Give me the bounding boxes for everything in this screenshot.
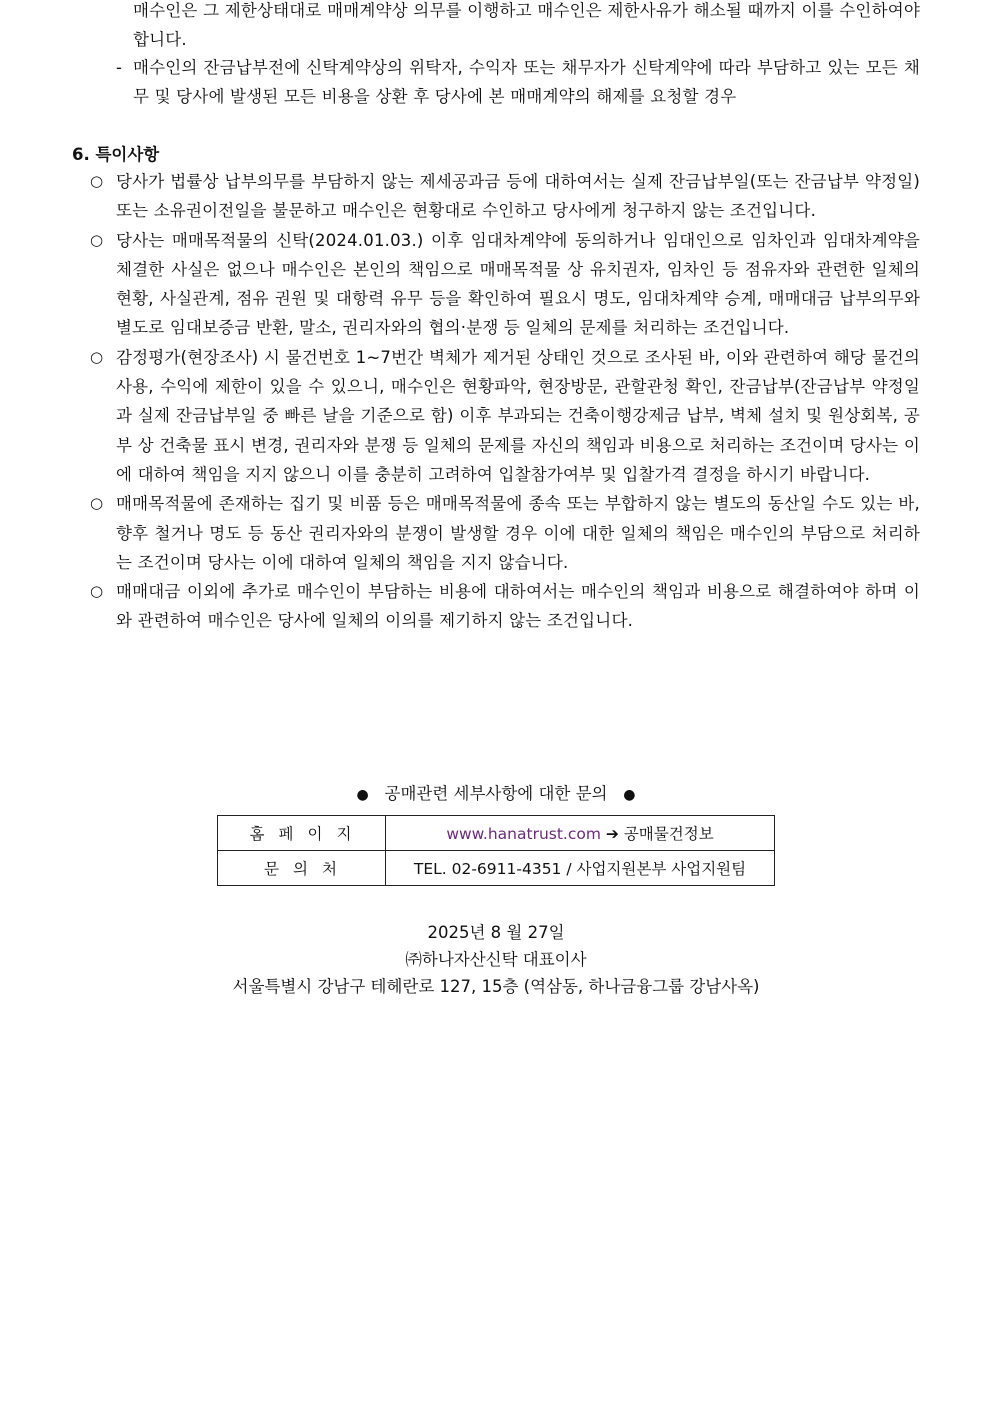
company-address: 서울특별시 강남구 테헤란로 127, 15층 (역삼동, 하나금융그룹 강남사옥): [232, 977, 760, 996]
list-item-text: 감정평가(현장조사) 시 물건번호 1~7번간 벽체가 제거된 상태인 것으로 조사된 바, 이와 관련하여 해당 물건의 사용, 수익에 제한이 있을 수 있으니, 매수인은 현황파악, 현장방문, 관할관청 확인, 잔금납부(잔금납부 약정일과 실제 잔금납부일 중 빠른 날을 기준으로 함) 이후 부과되는 건축이행강제금 납부, 벽체 설치 및 원상회복, 공부 상 건축물 표시 변경, 권리자와 분쟁 등 일체의 문제를 자신의 책임과 비용으로 처리하는 조건이며 당사는 이에 대하여 책임을 지지 않으니 이를 충분히 고려하여 입찰참가여부 및 입찰가격 결정을 하시기 바랍니다.: [116, 347, 920, 484]
continued-paragraph: 매수인은 그 제한상태대로 매매계약상 의무를 이행하고 매수인은 제한사유가 해소될 때까지 이를 수인하여야 합니다.: [133, 1, 920, 50]
company-signature: ㈜하나자산신탁 대표이사: [405, 950, 587, 969]
circle-bullet-icon: ○: [90, 582, 104, 601]
circle-bullet-icon: ○: [90, 347, 104, 366]
contact-table: [217, 815, 775, 886]
circle-bullet-icon: ○: [90, 230, 104, 249]
inquiry-heading: [0, 781, 992, 808]
list-item-text: 매매대금 이외에 추가로 매수인이 부담하는 비용에 대하여서는 매수인의 책임과 비용으로 해결하여야 하며 이와 관련하여 매수인은 당사에 일체의 이의를 제기하지 않는 조건입니다.: [116, 582, 920, 631]
list-item: [90, 577, 920, 636]
notice-date: 2025년 8 월 27일: [427, 923, 565, 942]
filled-dot-icon: ●: [623, 787, 636, 803]
table-row: [218, 816, 775, 851]
homepage-link[interactable]: www.hanatrust.com: [446, 825, 601, 843]
list-item: [90, 489, 920, 577]
inquiry-title: 공매관련 세부사항에 대한 문의: [384, 784, 608, 803]
list-item-text: 당사가 법률상 납부의무를 부담하지 않는 제세공과금 등에 대하여서는 실제 잔금납부일(또는 잔금납부 약정일) 또는 소유권이전일을 불문하고 매수인은 현황대로 수인하고 당사에게 청구하지 않는 조건입니다.: [116, 172, 920, 221]
dash-marker: -: [116, 58, 123, 77]
list-item: [90, 226, 920, 343]
circle-bullet-icon: ○: [90, 172, 104, 190]
homepage-destination: 공매물건정보: [623, 825, 714, 843]
filled-dot-icon: ●: [356, 787, 369, 803]
contact-value: TEL. 02-6911-4351 / 사업지원본부 사업지원팀: [386, 851, 775, 886]
table-row: [218, 851, 775, 886]
arrow-right-icon: ➔: [605, 825, 619, 843]
homepage-label: 홈페이지: [218, 816, 386, 851]
section-title: 6. 특이사항: [72, 145, 160, 164]
dash-list-item: [116, 53, 920, 112]
homepage-cell: [386, 816, 775, 851]
dash-item-text: 매수인의 잔금납부전에 신탁계약상의 위탁자, 수익자 또는 채무자가 신탁계약에 따라 부담하고 있는 모든 채무 및 당사에 발생된 모든 비용을 상환 후 당사에 본 매매계약의 해제를 요청할 경우: [133, 58, 920, 107]
list-item: [90, 343, 920, 489]
list-item: [90, 167, 920, 226]
list-item-text: 매매목적물에 존재하는 집기 및 비품 등은 매매목적물에 종속 또는 부합하지 않는 별도의 동산일 수도 있는 바, 향후 철거나 명도 등 동산 권리자와의 분쟁이 발생할 경우 이에 대한 일체의 책임은 매수인의 부담으로 처리하는 조건이며 당사는 이에 대하여 일체의 책임을 지지 않습니다.: [116, 494, 920, 572]
special-notes-list: [90, 167, 920, 636]
circle-bullet-icon: ○: [90, 494, 104, 513]
list-item-text: 당사는 매매목적물의 신탁(2024.01.03.) 이후 임대차계약에 동의하거나 임대인으로 임차인과 임대차계약을 체결한 사실은 없으나 매수인은 본인의 책임으로 매매목적물 상 유치권자, 임차인 등 점유자와 관련한 일체의 현황, 사실관계, 점유 권원 및 대항력 유무 등을 확인하여 필요시 명도, 임대차계약 승계, 매매대금 납부의무와 별도로 임대보증금 반환, 말소, 권리자와의 협의·분쟁 등 일체의 문제를 처리하는 조건입니다.: [116, 230, 920, 338]
contact-label: 문의처: [218, 851, 386, 886]
